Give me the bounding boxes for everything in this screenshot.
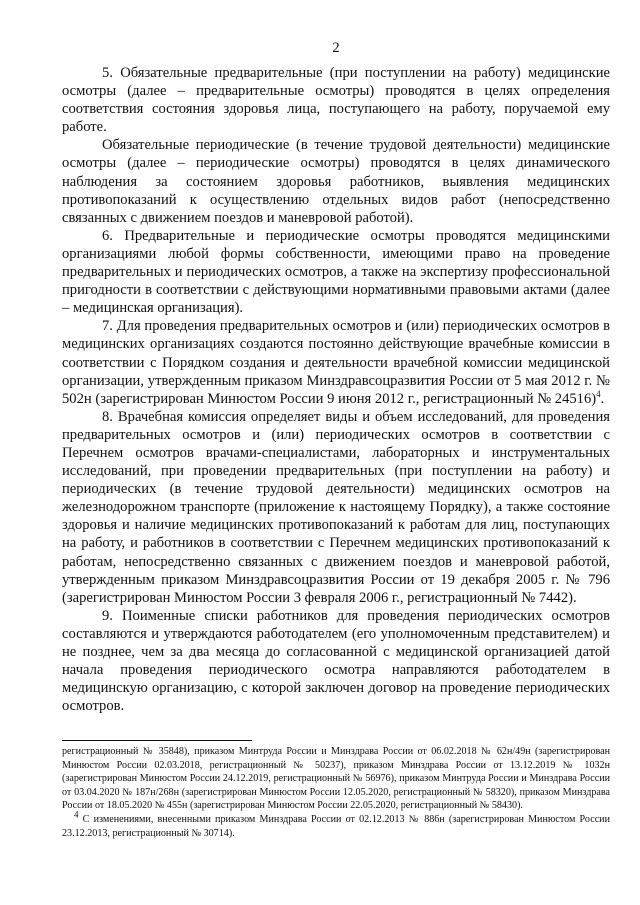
paragraph-5-periodic: Обязательные периодические (в течение трудовой деятельности) медицинские осмотры (далее – периодические осмотры) проводятся в целях динамического наблюдения за состоянием здоровья работников, выявления медицинских противопоказаний к осуществлению отдельных видов работ (непосредственно связанных с движением поездов и маневровой работой). bbox=[62, 137, 610, 226]
footnote-continued: регистрационный № 35848), приказом Минтруда России и Минздрава России от 06.02.2018 № 62н/49н (зарегистрирован Минюстом России 02.03.2018, регистрационный № 50237), приказом Минздрава России от 13.12.2019 № 1032н (зарегистрирован Минюстом России 24.12.2019, регистрационный № 56976), приказом Минтруда России и Минздрава России от 03.04.2020 № 187н/268н (зарегистрирован Минюстом России 12.05.2020, регистрационный № 58320), приказом Минздрава России от 18.05.2020 № 455н (зарегистрирован Минюстом России 22.05.2020, регистрационный № 58430). bbox=[62, 746, 610, 812]
document-body bbox=[62, 64, 610, 715]
paragraph-6: 6. Предварительные и периодические осмотры проводятся медицинскими организациями любой формы собственности, имеющими право на проведение предварительных и периодических осмотров, а также на экспертизу профессиональной пригодности в соответствии с действующими нормативными правовыми актами (далее – медицинская организация). bbox=[62, 227, 610, 317]
paragraph-5: 5. Обязательные предварительные (при поступлении на работу) медицинские осмотры (далее – предварительные осмотры) проводятся в целях определения соответствия состояния здоровья лица, поступающего на работу, поручаемой ему работе. bbox=[62, 65, 610, 136]
footnote-ref-4[interactable]: 4 bbox=[596, 388, 601, 399]
footnote-separator bbox=[62, 740, 252, 741]
paragraph-8: 8. Врачебная комиссия определяет виды и объем исследований, для проведения предварительных осмотров и (или) периодических осмотров в соответствии с Перечнем осмотров врачами-специалистами, лабораторных и инструментальных исследований, при проведении предварительных (при поступлении на работу) и периодических (в течение трудовой деятельности) медицинских осмотров на железнодорожном транспорте (приложение к настоящему Порядку), а также состояние здоровья и наличие медицинских противопоказаний к работам для лиц, поступающих на работу, и работников в соответствии с Перечнем медицинских противопоказаний к работам, непосредственно связанных с движением поездов и маневровой работой, утвержденным приказом Минздравсоцразвития России от 19 декабря 2005 г. № 796 (зарегистрирован Минюстом России 3 февраля 2006 г., регистрационный № 7442). bbox=[62, 408, 610, 606]
footnote-4 bbox=[62, 809, 610, 840]
footnote-4-text: С изменениями, внесенными приказом Минздрава России от 02.12.2013 № 886н (зарегистрирован Минюстом России 23.12.2013, регистрационный № 30714). bbox=[62, 813, 610, 839]
footnote-4-marker: 4 bbox=[74, 809, 79, 820]
footnotes bbox=[62, 745, 610, 840]
paragraph-9: 9. Поименные списки работников для проведения периодических осмотров составляются и утверждаются работодателем (его уполномоченным представителем) и не позднее, чем за два месяца до согласованной с медицинской организацией датой начала проведения периодического осмотра направляются работодателем в медицинскую организацию, с которой заключен договор на проведение периодических осмотров. bbox=[62, 607, 610, 715]
paragraph-7: 7. Для проведения предварительных осмотров и (или) периодических осмотров в медицинских организациях создаются постоянно действующие врачебные комиссии в соответствии с Порядком создания и деятельности врачебной комиссии медицинской организации, утвержденным приказом Минздравсоцразвития России от 5 мая 2012 г. № 502н (зарегистрирован Минюстом России 9 июня 2012 г., регистрационный № 24516)$^4$. bbox=[62, 318, 610, 407]
page-number: 2 bbox=[332, 40, 340, 56]
paragraph-7-text: 7. Для проведения предварительных осмотров и (или) периодических осмотров в медицинских организациях создаются постоянно действующие врачебные комиссии в соответствии с Порядком создания и деятельности врачебной комиссии медицинской организации, утвержденным приказом Минздравсоцразвития России от 5 мая 2012 г. № 502н (зарегистрирован Минюстом России 9 июня 2012 г., регистрационный № 24516) bbox=[62, 318, 610, 407]
